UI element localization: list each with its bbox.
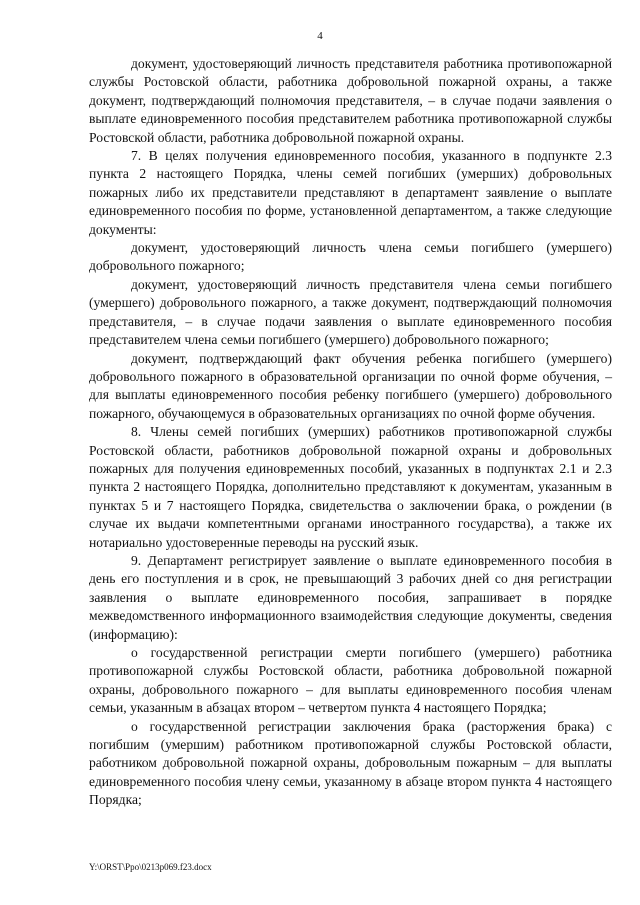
paragraph: документ, удостоверяющий личность представителя работника противопожарной службы Ростовской области, работника добровольной пожарной охраны, а также документ, подтверждающий полномочия представителя, – в случае подачи заявления о выплате единовременного пособия представителем работника противопожарной службы Ростовской области, работника добровольной пожарной охраны.: [89, 56, 612, 145]
paragraph: 7. В целях получения единовременного пособия, указанного в подпункте 2.3 пункта 2 настоящего Порядка, члены семей погибших (умерших) добровольных пожарных либо их представители представляют в департамент заявление о выплате единовременного пособия по форме, установленной департаментом, а также следующие документы:: [89, 148, 612, 237]
paragraph: документ, подтверждающий факт обучения ребенка погибшего (умершего) добровольного пожарного в образовательной организации по очной форме обучения, – для выплаты единовременного пособия ребенку погибшего (умершего) добровольного пожарного, обучающемуся в образовательных организациях по очной форме обучения.: [89, 350, 612, 421]
paragraph: о государственной регистрации заключения брака (расторжения брака) с погибшим (умершим) работником противопожарной службы Ростовской области, работником добровольной пожарной охраны, добровольным пожарным – для выплаты единовременного пособия члену семьи, указанному в абзаце втором пункта 4 настоящего Порядка;: [89, 718, 612, 808]
paragraph: 8. Члены семей погибших (умерших) работников противопожарной службы Ростовской области, работников добровольной пожарной охраны и добровольных пожарных для получения единовременных пособий, указанных в подпунктах 2.1 и 2.3 пункта 2 настоящего Порядка, дополнительно представляют к документам, указанным в пунктах 5 и 7 настоящего Порядка, свидетельства о заключении брака, о рождении (в случае их выдачи компетентными органами иностранного государства), а также их нотариально удостоверенные переводы на русский язык.: [89, 424, 612, 550]
footer-file-path: Y:\ORST\Ppo\0213p069.f23.docx: [89, 862, 212, 872]
paragraph: документ, удостоверяющий личность члена семьи погибшего (умершего) добровольного пожарного;: [89, 240, 612, 274]
paragraph: 9. Департамент регистрирует заявление о выплате единовременного пособия в день его поступления и в срок, не превышающий 3 рабочих дней со дня регистрации заявления о выплате единовременного пособия, запрашивает в порядке межведомственного информационного взаимодействия следующие документы, сведения (информацию):: [89, 552, 612, 642]
paragraph: о государственной регистрации смерти погибшего (умершего) работника противопожарной службы Ростовской области, работника добровольной пожарной охраны, добровольного пожарного – для выплаты единовременного пособия членам семьи, указанным в абзацах втором – четвертом пункта 4 настоящего Порядка;: [89, 645, 612, 716]
document-body: [89, 55, 612, 810]
page-number: 4: [317, 30, 323, 42]
paragraph: документ, удостоверяющий личность представителя члена семьи погибшего (умершего) добровольного пожарного, а также документ, подтверждающий полномочия представителя, – в случае подачи заявления о выплате единовременного пособия представителем члена семьи погибшего (умершего) добровольного пожарного;: [89, 276, 612, 348]
